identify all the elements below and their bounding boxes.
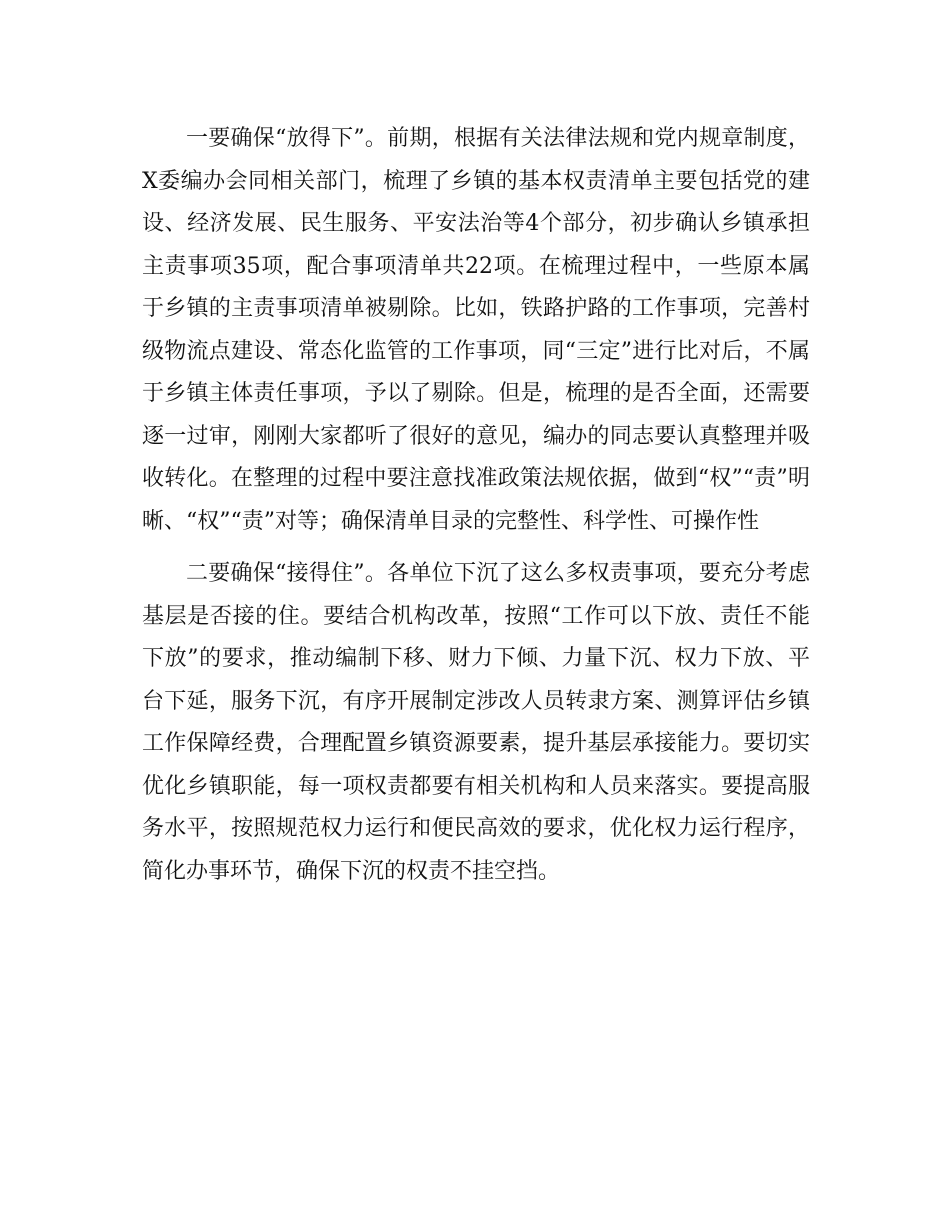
paragraph-1: 一要确保“放得下”。前期，根据有关法律法规和党内规章制度，X委编办会同相关部门，梳理了乡镇的基本权责清单主要包括党的建设、经济发展、民生服务、平安法治等4个部分，初步确认乡镇承担主责事项35项，配合事项清单共22项。在梳理过程中，一些原本属于乡镇的主责事项清单被剔除。比如，铁路护路的工作事项，完善村级物流点建设、常态化监管的工作事项，同“三定”进行比对后，不属于乡镇主体责任事项，予以了剔除。但是，梳理的是否全面，还需要逐一过审，刚刚大家都听了很好的意见，编办的同志要认真整理并吸收转化。在整理的过程中要注意找准政策法规依据，做到“权”“责”明晰、“权”“责”对等；确保清单目录的完整性、科学性、可操作性 (142, 126, 810, 534)
paragraph-2: 二要确保“接得住”。各单位下沉了这么多权责事项，要充分考虑基层是否接的住。要结合机构改革，按照“工作可以下放、责任不能下放”的要求，推动编制下移、财力下倾、力量下沉、权力下放、平台下延，服务下沉，有序开展制定涉改人员转隶方案、测算评估乡镇工作保障经费，合理配置乡镇资源要素，提升基层承接能力。要切实优化乡镇职能，每一项权责都要有相关机构和人员来落实。要提高服务水平，按照规范权力运行和便民高效的要求，优化权力运行程序，简化办事环节，确保下沉的权责不挂空挡。 (142, 561, 810, 884)
document-body (142, 118, 810, 893)
